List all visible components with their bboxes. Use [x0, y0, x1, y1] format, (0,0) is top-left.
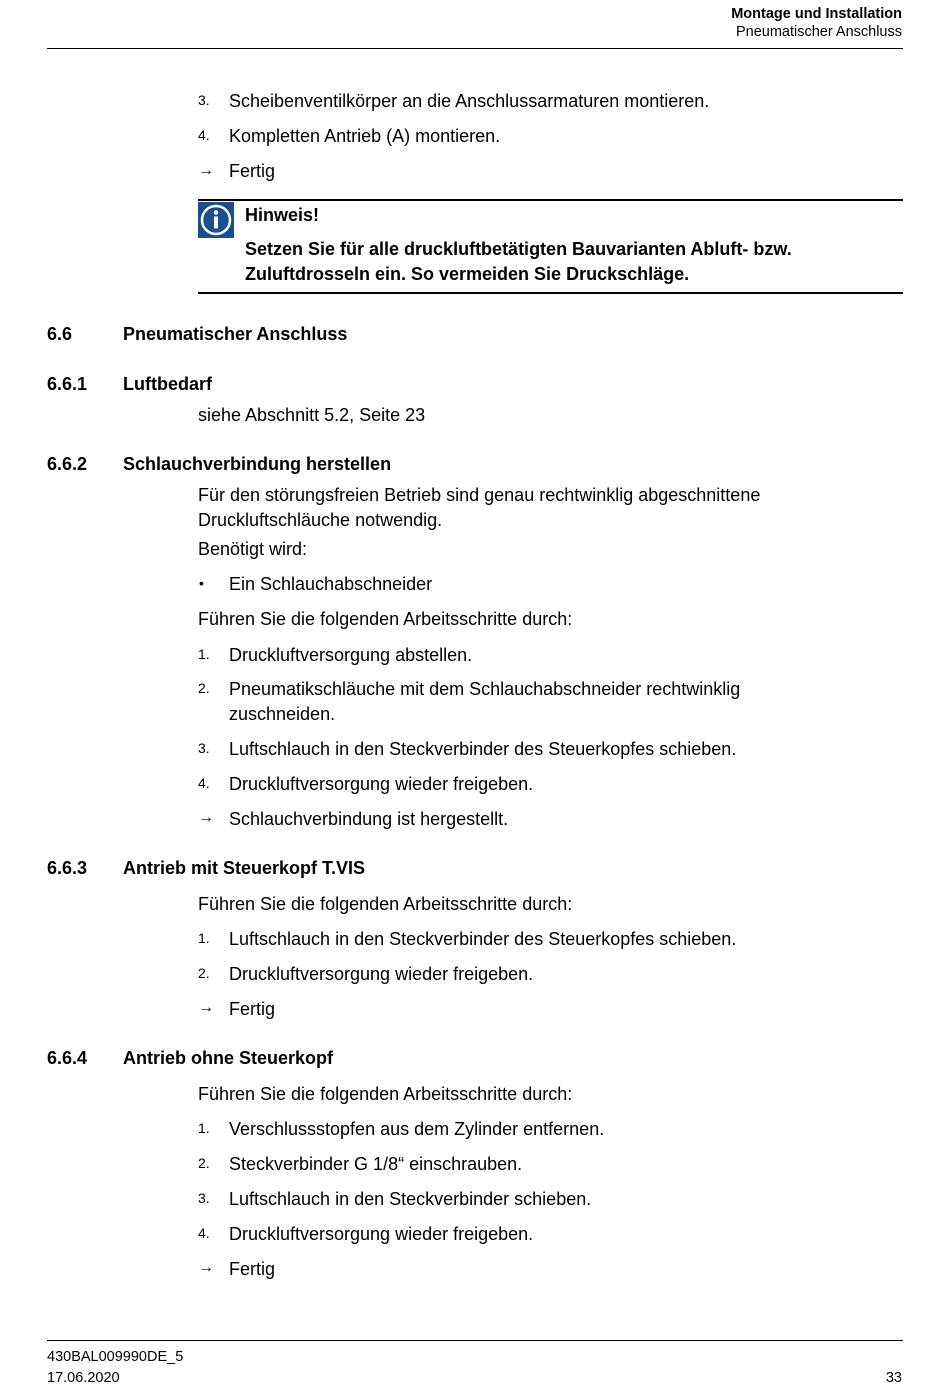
instruction-text: Führen Sie die folgenden Arbeitsschritte durch:: [198, 894, 573, 914]
step-text: Steckverbinder G 1/8“ einschrauben.: [229, 1154, 523, 1174]
info-icon: [198, 202, 234, 238]
paragraph-line: Für den störungsfreien Betrieb sind genau rechtwinklig abgeschnittene: [198, 485, 761, 505]
footer-divider: [47, 1340, 903, 1341]
section-number: 6.6.3: [47, 858, 88, 878]
result-text: Fertig: [229, 161, 276, 181]
bullet-icon: •: [199, 575, 204, 591]
step-number: 3.: [198, 740, 210, 756]
step-text: Kompletten Antrieb (A) montieren.: [229, 126, 501, 146]
header-title: Montage und Installation: [731, 6, 902, 22]
instruction-text: Führen Sie die folgenden Arbeitsschritte durch:: [198, 609, 573, 629]
cross-reference: siehe Abschnitt 5.2, Seite 23: [198, 405, 426, 425]
section-title: Antrieb mit Steuerkopf T.VIS: [123, 858, 366, 878]
section-number: 6.6: [47, 324, 73, 344]
step-number: 1.: [198, 930, 210, 946]
step-text: Druckluftversorgung wieder freigeben.: [229, 1224, 534, 1244]
section-title: Antrieb ohne Steuerkopf: [123, 1048, 334, 1068]
result-arrow-icon: →: [198, 1259, 214, 1276]
step-number: 4.: [198, 1225, 210, 1241]
paragraph-line: Druckluftschläuche notwendig.: [198, 510, 443, 530]
page-number: 33: [885, 1370, 902, 1386]
result-arrow-icon: →: [198, 999, 214, 1016]
section-title: Luftbedarf: [123, 374, 212, 394]
note-bottom-rule: [198, 292, 903, 294]
header-divider: [47, 48, 903, 49]
header-subtitle: Pneumatischer Anschluss: [735, 24, 902, 40]
list-item: Ein Schlauchabschneider: [229, 574, 433, 594]
section-number: 6.6.2: [47, 454, 88, 474]
needed-label: Benötigt wird:: [198, 539, 308, 559]
section-number: 6.6.1: [47, 374, 88, 394]
step-text: Pneumatikschläuche mit dem Schlauchabschneider rechtwinklig: [229, 679, 741, 699]
step-text-continued: zuschneiden.: [229, 704, 336, 724]
step-text: Luftschlauch in den Steckverbinder des Steuerkopfes schieben.: [229, 739, 737, 759]
step-number: 4.: [198, 127, 210, 143]
step-number: 1.: [198, 646, 210, 662]
step-number: 2.: [198, 965, 210, 981]
section-number: 6.6.4: [47, 1048, 88, 1068]
note-title: Hinweis!: [245, 205, 320, 225]
result-text: Fertig: [229, 1259, 276, 1279]
step-text: Druckluftversorgung wieder freigeben.: [229, 774, 534, 794]
step-text: Luftschlauch in den Steckverbinder des Steuerkopfes schieben.: [229, 929, 737, 949]
step-text: Scheibenventilkörper an die Anschlussarmaturen montieren.: [229, 91, 710, 111]
step-number: 2.: [198, 680, 210, 696]
document-date: 17.06.2020: [47, 1370, 120, 1386]
note-text-line: Zuluftdrosseln ein. So vermeiden Sie Druckschläge.: [245, 264, 690, 284]
step-number: 2.: [198, 1155, 210, 1171]
note-text-line: Setzen Sie für alle druckluftbetätigten Bauvarianten Abluft- bzw.: [245, 239, 792, 259]
result-text: Schlauchverbindung ist hergestellt.: [229, 809, 509, 829]
note-top-rule: [198, 199, 903, 201]
document-id: 430BAL009990DE_5: [47, 1349, 184, 1365]
step-text: Druckluftversorgung abstellen.: [229, 645, 473, 665]
step-number: 3.: [198, 1190, 210, 1206]
section-title: Schlauchverbindung herstellen: [123, 454, 392, 474]
step-text: Luftschlauch in den Steckverbinder schieben.: [229, 1189, 592, 1209]
step-text: Verschlussstopfen aus dem Zylinder entfernen.: [229, 1119, 605, 1139]
result-text: Fertig: [229, 999, 276, 1019]
section-title: Pneumatischer Anschluss: [123, 324, 348, 344]
result-arrow-icon: →: [198, 162, 214, 179]
step-number: 3.: [198, 92, 210, 108]
step-number: 1.: [198, 1120, 210, 1136]
instruction-text: Führen Sie die folgenden Arbeitsschritte durch:: [198, 1084, 573, 1104]
step-number: 4.: [198, 775, 210, 791]
result-arrow-icon: →: [198, 809, 214, 826]
step-text: Druckluftversorgung wieder freigeben.: [229, 964, 534, 984]
